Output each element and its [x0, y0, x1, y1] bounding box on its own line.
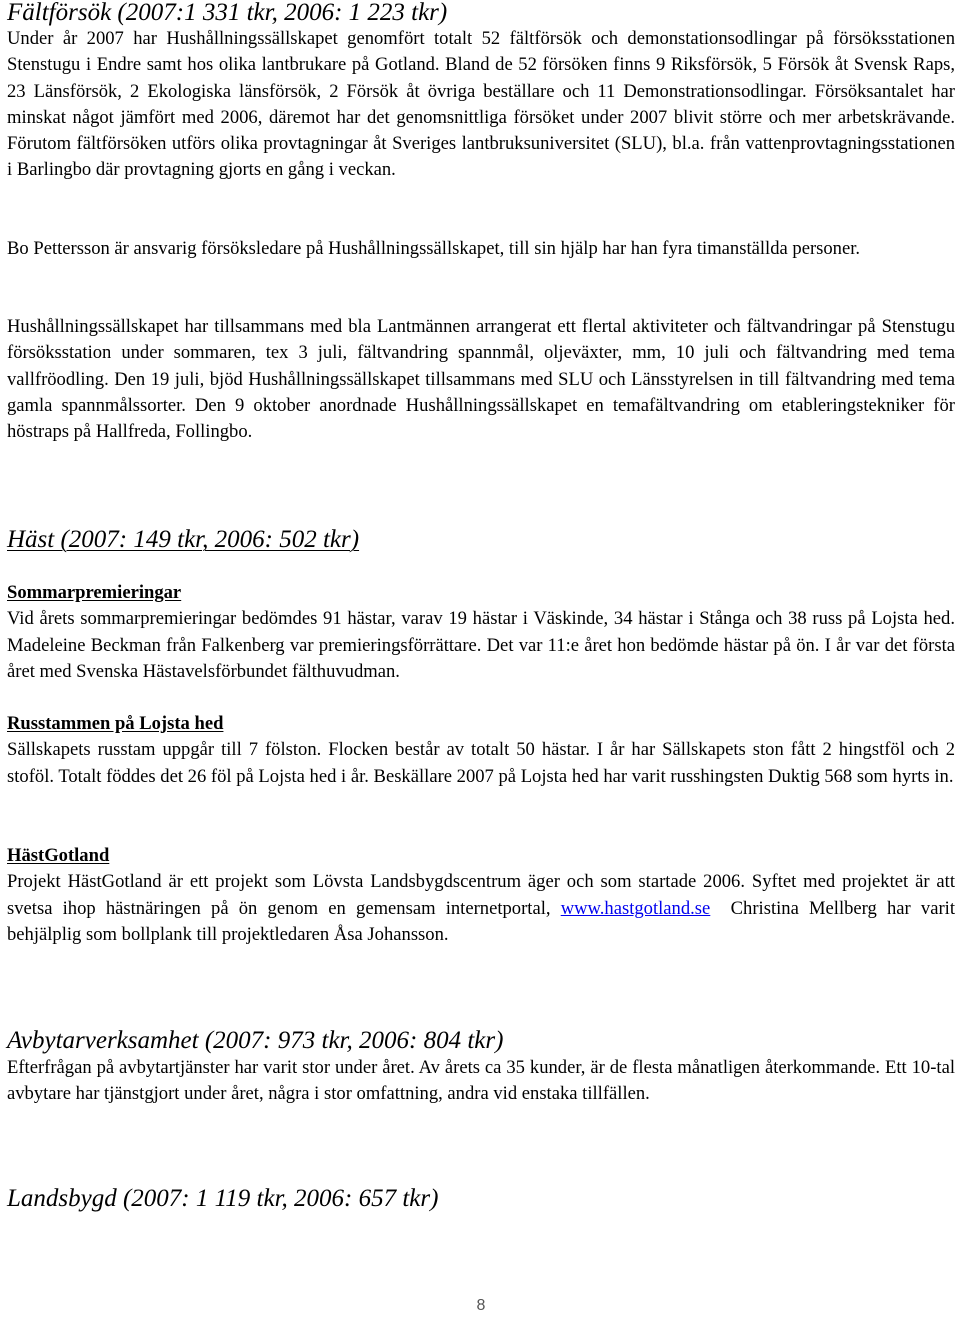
section-hastgotland — [7, 843, 960, 948]
hastgotland-text-before: Projekt HästGotland är ett projekt som Lövsta Landsbygdscentrum äger och som startade 2006. Syftet med projektet är att svetsa ihop hästnäringen på ön genom en gemensam internetportal, — [7, 871, 955, 919]
heading-hast: Häst (2007: 149 tkr, 2006: 502 tkr) — [7, 526, 360, 553]
paragraph-russtammen: Sällskapets russtam uppgår till 7 fölston. Flocken består av totalt 50 hästar. I år har Sällskapets ston fått 2 hingstföl och 2 stoföl. Totalt föddes det 26 föl på Lojsta hed i år. Beskällare 2007 på Lojsta hed har varit russhingsten Duktig 568 som hyrts in. — [7, 739, 955, 787]
heading-faltforsok: Fältförsök (2007:1 331 tkr, 2006: 1 223 tkr) — [7, 0, 448, 26]
subheading-sommarpremieringar: Sommarpremieringar — [7, 582, 182, 603]
hastgotland-link[interactable]: www.hastgotland.se — [560, 897, 711, 919]
hastgotland-text-after: Christina Mellberg har varit behjälplig som bollplank till projektledaren Åsa Johansson. — [7, 897, 960, 945]
paragraph-avbytarverksamhet: Efterfrågan på avbytartjänster har varit stor under året. Av årets ca 35 kunder, är de flesta månatligen återkommande. Ett 10-tal avbytare har tjänstgjort under året, några i stor omfattning, andra vid enstaka tillfällen. — [7, 1057, 955, 1105]
section-sommarpremieringar — [7, 580, 955, 685]
paragraph-faltvandringar: Hushållningssällskapet har tillsammans med bla Lantmännen arrangerat ett flertal aktiviteter och fältvandringar på Stenstugu försöksstation under sommaren, tex 3 juli, fältvandring spannmål, oljeväxter, mm, 10 juli och fältvandring med tema vallfröodling. Den 19 juli, bjöd Hushållningssällskapet tillsammans med SLU och Länsstyrelsen in till fältvandring med tema gamla spannmålssorter. Den 9 oktober anordnade Hushållningssällskapet en temafältvandring om etableringstekniker för höstraps på Hallfreda, Follingbo. — [7, 316, 955, 443]
paragraph-sommarpremieringar: Vid årets sommarpremieringar bedömdes 91 hästar, varav 19 hästar i Väskinde, 34 hästar i Stånga och 38 russ på Lojsta hed. Madeleine Beckman från Falkenberg var premieringsförrättare. Det var 11:e året hon bedömde hästar på ön. I år var det första året med Svenska Hästavelsförbundet fälthuvudman. — [7, 608, 955, 682]
heading-avbytarverksamhet: Avbytarverksamhet (2007: 973 tkr, 2006: 804 tkr) — [7, 1027, 504, 1054]
subheading-russtammen: Russtammen på Lojsta hed — [7, 713, 224, 734]
paragraph-bo-pettersson: Bo Pettersson är ansvarig försöksledare på Hushållningssällskapet, till sin hjälp har han fyra timanställda personer. — [7, 238, 861, 259]
heading-landsbygd: Landsbygd (2007: 1 119 tkr, 2006: 657 tkr) — [7, 1185, 439, 1212]
paragraph-faltforsok-intro: Under år 2007 har Hushållningssällskapet genomfört totalt 52 fältförsök och demonstationsodlingar på försöksstationen Stenstugu i Endre samt hos olika lantbrukare på Gotland. Bland de 52 försöken finns 9 Riksförsök, 5 Försök åt Svensk Raps, 23 Länsförsök, 2 Ekologiska länsförsök, 2 Försök åt övriga beställare och 11 Demonstrationsodlingar. Försöksantalet har minskat något jämfört med 2006, däremot har det genomsnittliga försöket under 2007 blivit större och mer arbetskrävande. Förutom fältförsöken utförs olika provtagningar åt Sveriges lantbruksuniversitet (SLU), bl.a. från vattenprovtagningsstationen i Barlingbo där provtagning gjorts en gång i veckan. — [7, 28, 955, 181]
section-russtammen — [7, 711, 955, 790]
subheading-hastgotland: HästGotland — [7, 845, 110, 866]
paragraph-hastgotland — [7, 869, 960, 948]
page-number: 8 — [476, 1297, 486, 1314]
